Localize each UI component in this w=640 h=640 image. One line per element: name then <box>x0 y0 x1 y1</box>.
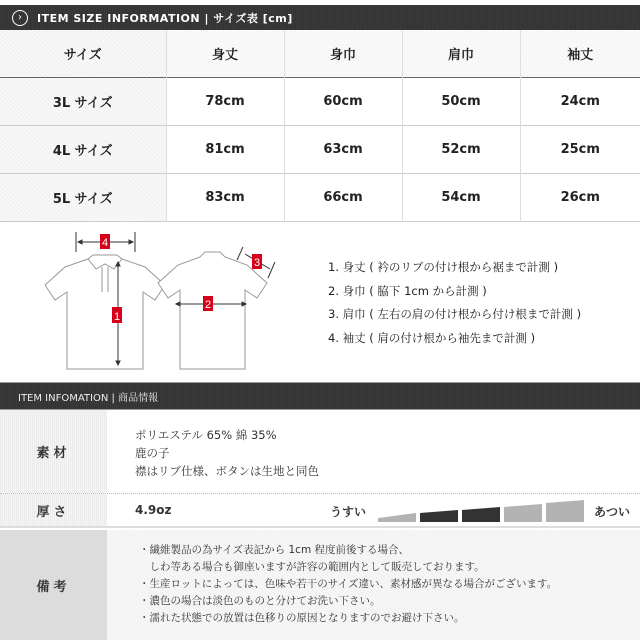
table-row <box>0 77 640 125</box>
size-table <box>0 30 640 222</box>
size-section-header <box>0 5 640 30</box>
remark-line: しわ等ある場合も御座いますが許容の範囲内として販売しております。 <box>139 561 485 573</box>
remark-line: ・濡れた状態での放置は色移りの原因となりますのでお避け下さい。 <box>139 612 465 624</box>
cell-shoulder: 50cm <box>402 77 520 125</box>
thickness-level-5-icon <box>546 500 584 522</box>
thickness-low-label: うすい <box>330 504 367 519</box>
cell-sleeve: 26cm <box>560 189 600 205</box>
column-header-sleeve: 袖丈 <box>567 47 594 63</box>
remark-line: ・繊維製品の為サイズ表記から 1cm 程度前後する場合、 <box>139 544 410 556</box>
cell-length: 83cm <box>166 173 284 221</box>
chevron-right-circle-icon: › <box>12 10 28 26</box>
note-length: 1. 身丈 ( 衿のリブの付け根から裾まで計測 ) <box>328 260 559 274</box>
note-shoulder: 3. 肩巾 ( 左右の肩の付け根から付け根まで計測 ) <box>328 307 582 321</box>
thickness-level-4-icon <box>504 500 542 522</box>
remarks-row <box>0 530 640 640</box>
column-header-size: サイズ <box>0 30 166 77</box>
size-section-title: ITEM SIZE INFORMATION | サイズ表 [cm] <box>37 11 293 25</box>
note-sleeve: 4. 袖丈 ( 肩の付け根から袖先まで計測 ) <box>328 330 536 345</box>
remark-line: ・生産ロットによっては、色味や若干のサイズ違い、素材感が異なる場合がございます。 <box>139 578 558 590</box>
cell-shoulder: 52cm <box>402 125 520 173</box>
material-line: 鹿の子 <box>135 446 170 460</box>
size-name: 5L サイズ <box>0 173 166 221</box>
size-name: 3L サイズ <box>0 77 166 125</box>
info-section-header <box>0 382 640 410</box>
table-row <box>0 125 640 173</box>
column-header-shoulder: 肩巾 <box>402 30 520 77</box>
thickness-value: 4.9oz <box>135 503 172 517</box>
thickness-level-2-icon <box>420 500 458 522</box>
cell-width: 60cm <box>284 77 402 125</box>
measurement-diagram <box>30 222 290 377</box>
marker-3: 3 <box>253 257 261 269</box>
cell-width: 66cm <box>284 173 402 221</box>
column-header-length: 身丈 <box>166 30 284 77</box>
cell-sleeve: 25cm <box>560 141 600 157</box>
polo-shirt-diagram-icon <box>30 222 290 377</box>
info-section-title: ITEM INFOMATION | 商品情報 <box>18 392 159 404</box>
marker-4: 4 <box>101 237 109 249</box>
note-width: 2. 身巾 ( 脇下 1cm から計測 ) <box>328 283 487 298</box>
material-value <box>107 410 640 493</box>
thickness-label: 厚さ <box>0 494 107 526</box>
material-row <box>0 410 640 494</box>
remarks-value <box>107 530 640 640</box>
cell-sleeve: 24cm <box>560 93 600 109</box>
marker-2: 2 <box>204 299 212 311</box>
table-row <box>0 173 640 221</box>
thickness-high-label: あつい <box>594 504 631 519</box>
thickness-level-1-icon <box>378 500 416 522</box>
cell-shoulder: 54cm <box>402 173 520 221</box>
remark-line: ・濃色の場合は淡色のものと分けてお洗い下さい。 <box>139 595 381 607</box>
size-name: 4L サイズ <box>0 125 166 173</box>
marker-1: 1 <box>113 311 121 323</box>
remarks-label: 備考 <box>0 530 107 640</box>
measurement-notes <box>328 256 581 350</box>
cell-width: 63cm <box>284 125 402 173</box>
column-header-width: 身巾 <box>284 30 402 77</box>
material-line: 襟はリブ仕様、ボタンは生地と同色 <box>135 464 319 478</box>
cell-length: 78cm <box>166 77 284 125</box>
thickness-level-3-icon <box>462 500 500 522</box>
material-label: 素材 <box>0 410 107 493</box>
material-line: ポリエステル 65% 綿 35% <box>135 428 277 442</box>
cell-length: 81cm <box>166 125 284 173</box>
thickness-scale <box>330 500 630 522</box>
size-table-header-row <box>0 30 640 77</box>
